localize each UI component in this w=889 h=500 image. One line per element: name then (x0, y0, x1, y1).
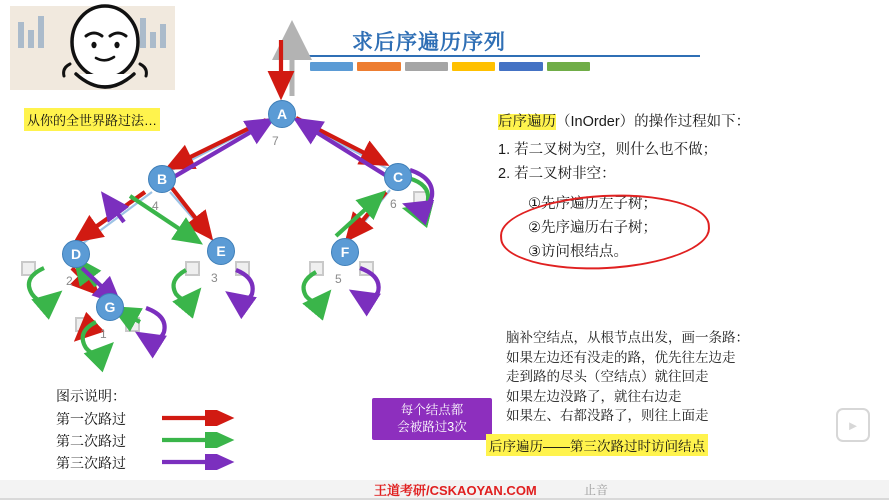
legend-arrow-3 (160, 454, 240, 470)
purple-note-line-2: 会被路过3次 (397, 420, 467, 434)
explanation-line-3: 走到路的尽头（空结点）就往回走 (506, 369, 709, 384)
purple-note-box (372, 398, 492, 440)
legend-label-2: 第二次路过 (56, 433, 126, 449)
tree-node-b: B (148, 165, 176, 193)
tree-node-a: A (268, 100, 296, 128)
visit-order-a: 7 (272, 134, 279, 148)
substep-1: ①先序遍历左子树； (528, 196, 657, 212)
tree-node-f: F (331, 238, 359, 266)
explanation-line-5: 如果左、右都没路了，则往上面走 (506, 408, 709, 423)
definition-rest: （InOrder）的操作过程如下： (556, 114, 751, 130)
explanation-line-4: 如果左边没路了，就往右边走 (506, 388, 682, 404)
visit-order-b: 4 (152, 199, 159, 213)
legend-arrow-1 (160, 410, 240, 426)
explanation-line-1: 脑补空结点，从根节点出发，画一条路： (506, 330, 749, 345)
explanation-paragraph (506, 328, 749, 426)
swatch-4 (499, 62, 542, 71)
legend-label-1: 第一次路过 (56, 411, 126, 427)
substep-2: ②先序遍历右子树； (528, 220, 657, 236)
footer-suffix: 止音 (584, 483, 609, 497)
tree-node-g: G (96, 293, 124, 321)
definition-line (498, 112, 750, 133)
sticker-callout: 从你的全世界路过法… (24, 108, 160, 131)
tree-node-c: C (384, 163, 412, 191)
visit-order-c: 6 (390, 197, 397, 211)
page-title: 求后序遍历序列 (352, 31, 506, 54)
visit-order-d: 2 (66, 274, 73, 288)
swatch-5 (547, 62, 590, 71)
definition-keyword: 后序遍历 (498, 114, 556, 130)
tree-node-d: D (62, 240, 90, 268)
highlight-conclusion: 后序遍历——第三次路过时访问结点 (486, 434, 708, 456)
legend-label-3: 第三次路过 (56, 455, 126, 471)
tree-diagram (0, 0, 500, 380)
footer-brand: 王道考研/CSKAOYAN.COM (374, 483, 537, 498)
visit-order-f: 5 (335, 272, 342, 286)
visit-order-e: 3 (211, 271, 218, 285)
explanation-line-2: 如果左边还有没走的路，优先往左边走 (506, 349, 736, 365)
purple-note-line-1: 每个结点都 (400, 403, 464, 417)
tree-node-e: E (207, 237, 235, 265)
play-icon[interactable]: ► (836, 408, 870, 442)
step-2: 2. 若二叉树非空： (498, 166, 616, 182)
substep-3: ③访问根结点。 (528, 244, 628, 260)
step-1: 1. 若二叉树为空，则什么也不做； (498, 142, 718, 158)
legend-title: 图示说明： (56, 388, 126, 404)
legend-arrow-2 (160, 432, 240, 448)
visit-order-g: 1 (100, 327, 107, 341)
